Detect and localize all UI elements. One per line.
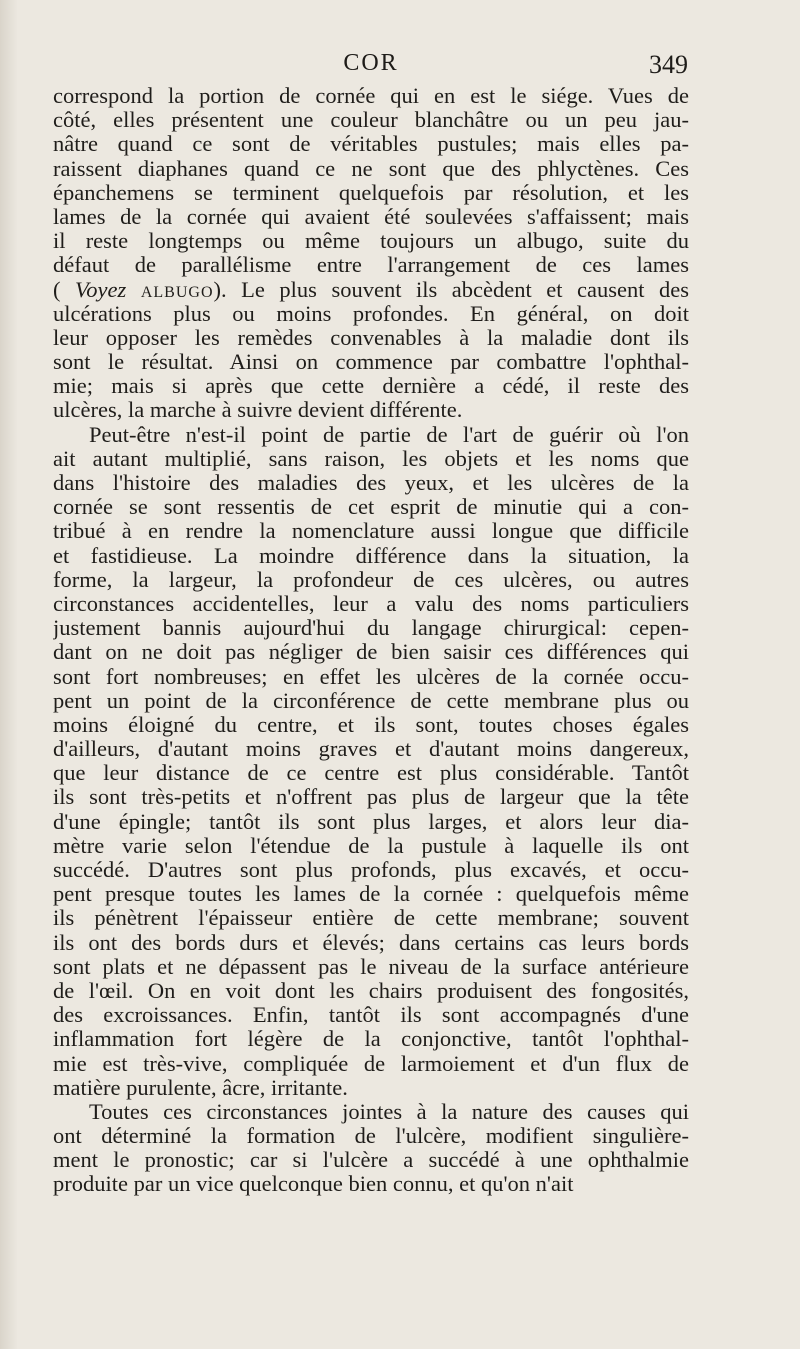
xref-open: ( (53, 277, 61, 302)
text-line: Toutes ces circonstances jointes à la nature des causes qui (89, 1099, 689, 1124)
page-gutter-shadow (0, 0, 18, 1349)
text-line (53, 278, 689, 302)
text-line: matière purulente, âcre, irritante. (53, 1075, 348, 1100)
text-line: dant on ne doit pas négliger de bien saisir ces différences qui (53, 640, 689, 665)
text-line: que leur distance de ce centre est plus considérable. Tantôt (53, 761, 689, 786)
xref-term: albugo (140, 277, 214, 302)
text-line: pent un point de la circonférence de cette membrane plus ou (53, 688, 689, 713)
text-line: justement bannis aujourd'hui du langage chirurgical: cepen- (53, 616, 689, 641)
text-line: d'ailleurs, d'autant moins graves et d'autant moins dangereux, (53, 737, 689, 762)
text-line: mie; mais si après que cette dernière a cédé, il reste des (53, 374, 689, 399)
text-line: inflammation fort légère de la conjonctive, tantôt l'ophthal- (53, 1027, 689, 1052)
text-line: sont plats et ne dépassent pas le niveau de la surface antérieure (53, 954, 689, 979)
text-line: sont fort nombreuses; en effet les ulcères de la cornée occu- (53, 664, 689, 689)
text-line: pent presque toutes les lames de la cornée : quelquefois même (53, 882, 689, 907)
text-line: mètre varie selon l'étendue de la pustule à laquelle ils ont (53, 833, 689, 858)
text-line: de l'œil. On en voit dont les chairs produisent des fongosités, (53, 978, 689, 1003)
page-number: 349 (649, 50, 688, 79)
paragraph (53, 1100, 689, 1197)
text-line: Peut-être n'est-il point de partie de l'art de guérir où l'on (89, 422, 689, 447)
text-line: cornée se sont ressentis de cet esprit de minutie qui a con- (53, 495, 689, 520)
text-line: ont déterminé la formation de l'ulcère, modifient singulière- (53, 1124, 689, 1149)
text-line: d'une épingle; tantôt ils sont plus larges, et alors leur dia- (53, 809, 689, 834)
running-head (54, 50, 688, 80)
text-line: produite par un vice quelconque bien connu, et qu'on n'ait (53, 1172, 574, 1197)
running-head-title: COR (343, 50, 399, 76)
text-line: côté, elles présentent une couleur blanchâtre ou un peu jau- (53, 108, 689, 133)
text-line: défaut de parallélisme entre l'arrangement de ces lames (53, 253, 689, 278)
text-line: moins éloigné du centre, et ils sont, toutes choses égales (53, 712, 689, 737)
xref-rest: ). Le plus souvent ils abcèdent et causent des (213, 277, 689, 302)
text-line: nâtre quand ce sont de véritables pustules; mais elles pa- (53, 132, 689, 157)
text-line: ulcères, la marche à suivre devient différente. (53, 398, 463, 423)
text-line: ils sont très-petits et n'offrent pas plus de largeur que la tête (53, 785, 689, 810)
xref-see: Voyez (75, 277, 127, 302)
text-line: il reste longtemps ou même toujours un albugo, suite du (53, 229, 689, 254)
paragraph (53, 423, 689, 1100)
text-line: leur opposer les remèdes convenables à la maladie dont ils (53, 325, 689, 350)
text-line: sont le résultat. Ainsi on commence par combattre l'ophthal- (53, 350, 689, 375)
text-line: lames de la cornée qui avaient été soulevées s'affaissent; mais (53, 204, 689, 229)
text-line: et fastidieuse. La moindre différence dans la situation, la (53, 543, 689, 568)
text-line: forme, la largeur, la profondeur de ces ulcères, ou autres (53, 567, 689, 592)
paragraph (53, 84, 689, 423)
body-text (53, 84, 689, 1197)
text-line: tribué à en rendre la nomenclature aussi longue que difficile (53, 519, 689, 544)
text-line: ulcérations plus ou moins profondes. En général, on doit (53, 301, 689, 326)
text-line: dans l'histoire des maladies des yeux, et les ulcères de la (53, 471, 689, 495)
text-line: correspond la portion de cornée qui en est le siége. Vues de (53, 84, 689, 108)
text-line: circonstances accidentelles, leur a valu des noms particuliers (53, 591, 689, 616)
text-line: ment le pronostic; car si l'ulcère a succédé à une ophthalmie (53, 1148, 689, 1173)
text-line: mie est très-vive, compliquée de larmoiement et d'un flux de (53, 1051, 689, 1076)
text-line: ait autant multiplié, sans raison, les objets et les noms que (53, 446, 689, 471)
text-line: succédé. D'autres sont plus profonds, plus excavés, et occu- (53, 858, 689, 882)
text-line: raissent diaphanes quand ce ne sont que des phlyctènes. Ces (53, 156, 689, 181)
text-line: des excroissances. Enfin, tantôt ils sont accompagnés d'une (53, 1003, 689, 1028)
text-line: épanchemens se terminent quelquefois par résolution, et les (53, 180, 689, 205)
text-line: ils pénètrent l'épaisseur entière de cette membrane; souvent (53, 906, 689, 931)
text-line: ils ont des bords durs et élevés; dans certains cas leurs bords (53, 930, 689, 955)
